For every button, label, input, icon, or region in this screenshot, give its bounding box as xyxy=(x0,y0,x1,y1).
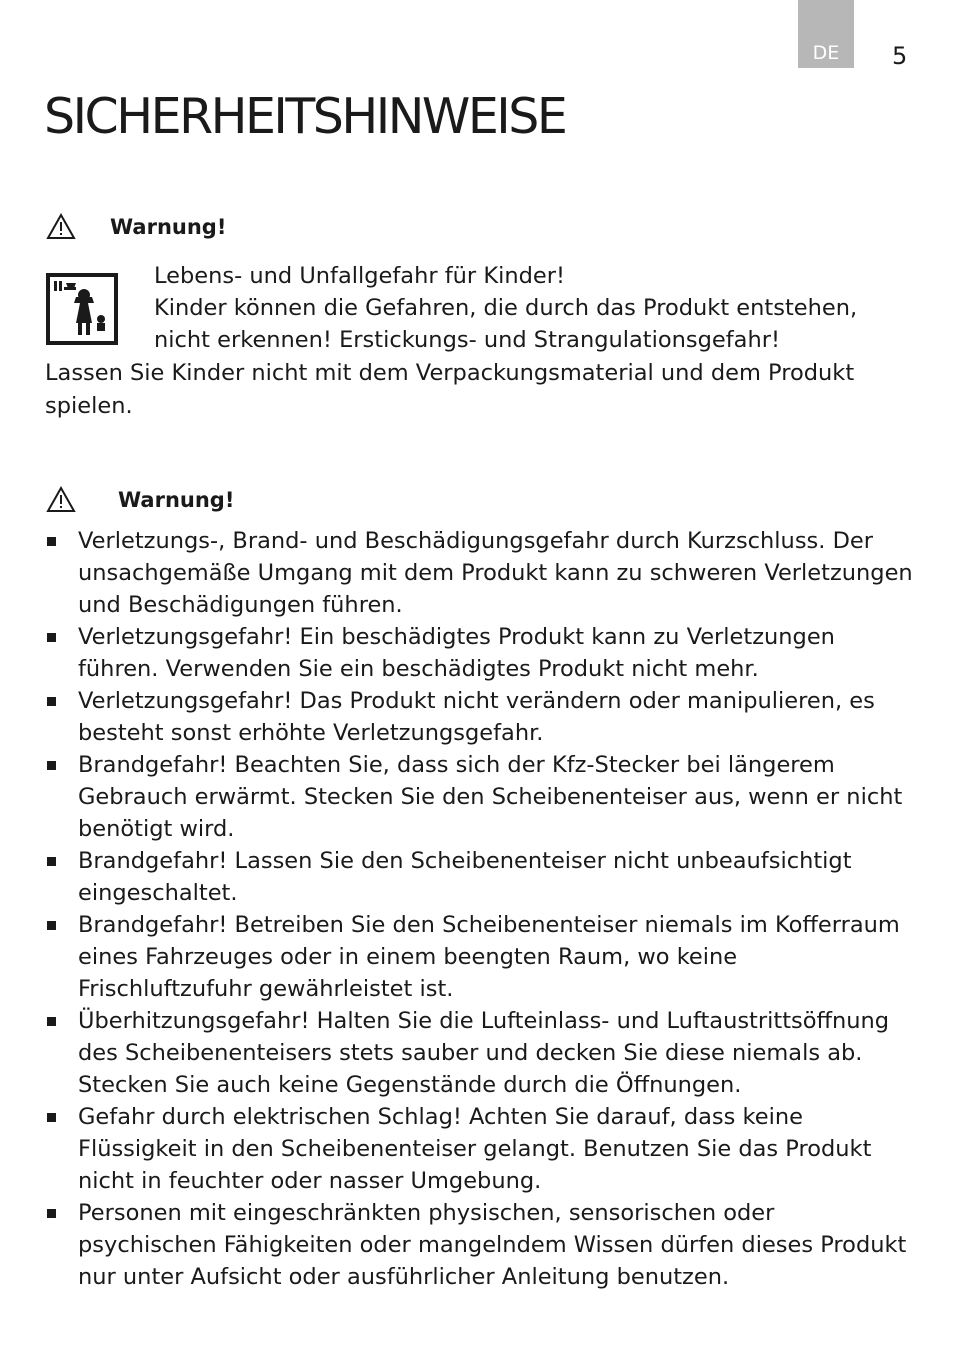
warning-label: Warnung! xyxy=(118,487,235,512)
warning-heading-2 xyxy=(46,486,234,513)
list-item-text: Verletzungs-, Brand- und Beschädigungsgefahr durch Kurzschluss. Der unsachgemäße Umgang mit dem Produkt kann zu schweren Verletzungen und Beschädigungen führen. xyxy=(78,528,913,618)
bullet-square-icon xyxy=(47,1113,56,1122)
list-item-text: Verletzungsgefahr! Ein beschädigtes Produkt kann zu Verletzungen führen. Verwenden Sie ein beschädigtes Produkt nicht mehr. xyxy=(78,624,835,682)
child-playing-with-packaging-icon xyxy=(46,273,118,345)
warning-triangle-icon xyxy=(46,213,76,240)
page-number: 5 xyxy=(892,42,908,70)
list-item xyxy=(45,845,915,909)
bullet-square-icon xyxy=(47,633,56,642)
warning-text-line: Lassen Sie Kinder nicht mit dem Verpackungsmaterial und dem Produkt xyxy=(45,360,855,386)
list-item-text: Überhitzungsgefahr! Halten Sie die Lufteinlass- und Luftaustrittsöffnung des Scheibenenteisers stets sauber und decken Sie diese niemals ab. Stecken Sie auch keine Gegenstände durch die Öffnungen. xyxy=(78,1008,890,1098)
list-item-text: Brandgefahr! Lassen Sie den Scheibenenteiser nicht unbeaufsichtigt eingeschaltet. xyxy=(78,848,852,906)
list-item-text: Verletzungsgefahr! Das Produkt nicht verändern oder manipulieren, es besteht sonst erhöhte Verletzungsgefahr. xyxy=(78,688,875,746)
list-item xyxy=(45,621,915,685)
list-item-text: Brandgefahr! Beachten Sie, dass sich der Kfz-Stecker bei längerem Gebrauch erwärmt. Stecken Sie den Scheibenenteiser aus, wenn er nicht benötigt wird. xyxy=(78,752,903,842)
bullet-square-icon xyxy=(47,921,56,930)
list-item xyxy=(45,685,915,749)
warning-text-line: nicht erkennen! Erstickungs- und Strangulationsgefahr! xyxy=(154,327,780,353)
list-item xyxy=(45,1005,915,1101)
list-item-text: Brandgefahr! Betreiben Sie den Scheibenenteiser niemals im Kofferraum eines Fahrzeuges oder in einem beengten Raum, wo keine Frischluftzufuhr gewährleistet ist. xyxy=(78,912,900,1002)
bullet-square-icon xyxy=(47,1209,56,1218)
warning-text-line: spielen. xyxy=(45,393,133,419)
page-title: SICHERHEITSHINWEISE xyxy=(44,88,566,145)
warning-heading-1 xyxy=(46,213,226,240)
warning-triangle-icon xyxy=(46,486,76,513)
warning-label: Warnung! xyxy=(110,214,227,239)
warning-text-line: Kinder können die Gefahren, die durch das Produkt entstehen, xyxy=(154,295,858,321)
safety-list xyxy=(45,525,915,1293)
bullet-square-icon xyxy=(47,761,56,770)
warning-text-line: Lebens- und Unfallgefahr für Kinder! xyxy=(154,263,565,289)
list-item-text: Personen mit eingeschränkten physischen, sensorischen oder psychischen Fähigkeiten oder mangelndem Wissen dürfen dieses Produkt nur unter Aufsicht oder ausführlicher Anleitung benutzen. xyxy=(78,1200,907,1290)
list-item xyxy=(45,909,915,1005)
bullet-square-icon xyxy=(47,537,56,546)
list-item xyxy=(45,1101,915,1197)
language-tab xyxy=(798,0,854,68)
list-item xyxy=(45,1197,915,1293)
list-item-text: Gefahr durch elektrischen Schlag! Achten Sie darauf, dass keine Flüssigkeit in den Scheibenenteiser gelangt. Benutzen Sie das Produkt nicht in feuchter oder nasser Umgebung. xyxy=(78,1104,872,1194)
list-item xyxy=(45,525,915,621)
list-item xyxy=(45,749,915,845)
bullet-square-icon xyxy=(47,697,56,706)
bullet-square-icon xyxy=(47,857,56,866)
language-label: DE xyxy=(812,42,840,64)
bullet-square-icon xyxy=(47,1017,56,1026)
